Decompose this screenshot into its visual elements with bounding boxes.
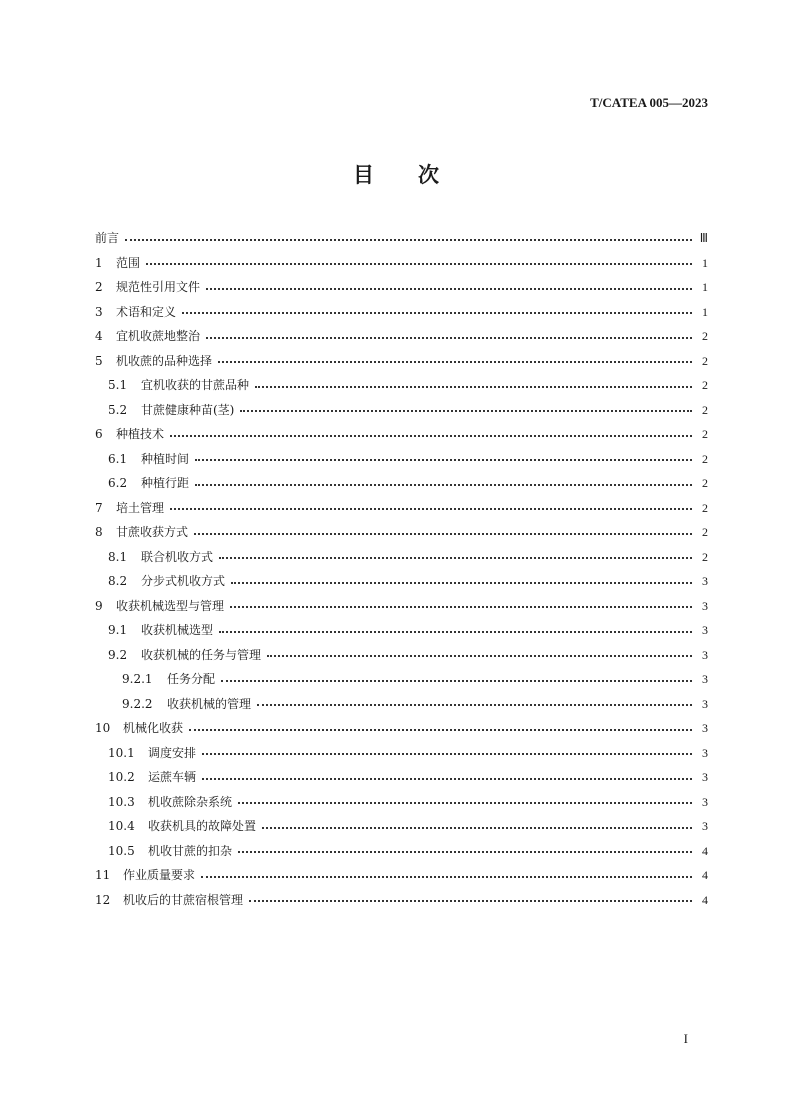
toc-entry-number: 6.1 xyxy=(108,451,128,466)
toc-entry-page: 3 xyxy=(702,745,708,760)
toc-leader-dots xyxy=(202,752,692,755)
toc-leader-dots xyxy=(170,434,692,437)
toc-entry-number: 10.3 xyxy=(108,794,135,809)
toc-leader-dots xyxy=(218,360,692,363)
toc-entry-page: 2 xyxy=(702,500,708,515)
toc-leader-dots xyxy=(219,556,692,559)
toc-entry-number: 6.2 xyxy=(108,476,128,491)
toc-entry-number: 1 xyxy=(95,255,103,270)
toc-entry[interactable] xyxy=(95,814,708,839)
toc-entry-number: 9.2.2 xyxy=(122,696,153,711)
toc-entry-number: 12 xyxy=(95,892,111,907)
toc-entry[interactable] xyxy=(95,839,708,864)
toc-entry[interactable] xyxy=(95,520,708,545)
toc-entry[interactable] xyxy=(95,643,708,668)
toc-entry-number: 9.2.1 xyxy=(122,672,153,687)
toc-leader-dots xyxy=(231,581,692,584)
toc-leader-dots xyxy=(255,385,692,388)
standard-code: T/CATEA 005—2023 xyxy=(590,95,708,110)
toc-entry-page: 2 xyxy=(702,378,708,393)
toc-entry-title: 收获机械选型与管理 xyxy=(116,598,225,613)
toc-leader-dots xyxy=(238,801,692,804)
toc-entry-title: 机收蔗的品种选择 xyxy=(116,353,213,368)
toc-entry-number: 8.2 xyxy=(108,574,128,589)
toc-entry-title: 甘蔗收获方式 xyxy=(116,525,189,540)
toc-entry-title: 收获机械的管理 xyxy=(167,696,252,711)
toc-entry-title: 机收甘蔗的扣杂 xyxy=(148,843,233,858)
toc-leader-dots xyxy=(257,703,692,706)
toc-entry-page: 4 xyxy=(702,843,708,858)
toc-entry[interactable] xyxy=(95,569,708,594)
toc-entry-number: 9.1 xyxy=(108,623,128,638)
toc-entry-title: 收获机具的故障处置 xyxy=(148,819,257,834)
toc-entry-page: 1 xyxy=(702,255,708,270)
toc-entry[interactable] xyxy=(95,251,708,276)
toc-leader-dots xyxy=(238,850,692,853)
toc-entry-title: 宜机收蔗地整治 xyxy=(116,329,201,344)
toc-entry-title: 作业质量要求 xyxy=(123,868,196,883)
toc-entry-page: 2 xyxy=(702,476,708,491)
toc-entry-page: 2 xyxy=(702,451,708,466)
toc-entry-number: 8.1 xyxy=(108,549,128,564)
toc-entry-title: 调度安排 xyxy=(148,745,197,760)
toc-entry-page: 3 xyxy=(702,721,708,736)
toc-entry-title: 机械化收获 xyxy=(123,721,184,736)
page-number: I xyxy=(683,1031,688,1046)
toc-entry-page: 3 xyxy=(702,647,708,662)
toc-entry[interactable] xyxy=(95,545,708,570)
toc-entry-title: 前言 xyxy=(95,231,120,246)
toc-entry[interactable] xyxy=(95,398,708,423)
toc-entry-page: 3 xyxy=(702,598,708,613)
toc-entry-title: 联合机收方式 xyxy=(141,549,214,564)
toc-entry[interactable] xyxy=(95,471,708,496)
toc-entry-title: 收获机械的任务与管理 xyxy=(141,647,262,662)
toc-leader-dots xyxy=(230,605,692,608)
toc-entry[interactable] xyxy=(95,447,708,472)
toc-entry-title: 培土管理 xyxy=(116,500,165,515)
toc-entry-page: 2 xyxy=(702,329,708,344)
toc-entry-page: 3 xyxy=(702,819,708,834)
toc-entry[interactable] xyxy=(95,741,708,766)
toc-entry-number: 6 xyxy=(95,427,103,442)
toc-entry[interactable] xyxy=(95,618,708,643)
toc-leader-dots xyxy=(189,728,692,731)
toc-entry-page: 4 xyxy=(702,868,708,883)
toc-entry-number: 5.1 xyxy=(108,378,128,393)
toc-entry-title: 机收蔗除杂系统 xyxy=(148,794,233,809)
toc-entry-title: 种植时间 xyxy=(141,451,190,466)
toc-entry-page: 3 xyxy=(702,794,708,809)
toc-entry[interactable] xyxy=(95,790,708,815)
toc-entry[interactable] xyxy=(95,594,708,619)
toc-entry-number: 4 xyxy=(95,329,103,344)
toc-entry-page: 1 xyxy=(702,304,708,319)
toc-entry[interactable] xyxy=(95,373,708,398)
toc-entry[interactable] xyxy=(95,349,708,374)
toc-entry-number: 8 xyxy=(95,525,103,540)
toc-leader-dots xyxy=(262,826,692,829)
toc-entry-page: 2 xyxy=(702,402,708,417)
toc-leader-dots xyxy=(194,532,692,535)
toc-leader-dots xyxy=(206,336,692,339)
toc-entry-number: 10.2 xyxy=(108,770,135,785)
toc-entry[interactable] xyxy=(95,667,708,692)
toc-entry[interactable] xyxy=(95,275,708,300)
toc-leader-dots xyxy=(146,262,692,265)
toc-entry-page: Ⅲ xyxy=(699,231,708,246)
toc-entry-page: 2 xyxy=(702,427,708,442)
toc-leader-dots xyxy=(240,409,692,412)
toc-entry[interactable] xyxy=(95,765,708,790)
toc-entry-number: 10.4 xyxy=(108,819,135,834)
toc-entry-page: 2 xyxy=(702,353,708,368)
toc-entry-number: 9 xyxy=(95,598,103,613)
toc-leader-dots xyxy=(201,875,692,878)
toc-entry-page: 3 xyxy=(702,574,708,589)
toc-entry-number: 10.5 xyxy=(108,843,135,858)
toc-leader-dots xyxy=(182,311,692,314)
toc-entry-title: 收获机械选型 xyxy=(141,623,214,638)
toc-entry-page: 2 xyxy=(702,525,708,540)
toc-entry[interactable] xyxy=(95,888,708,913)
toc-leader-dots xyxy=(202,777,692,780)
toc-entry-number: 11 xyxy=(95,868,111,883)
toc-entry-page: 3 xyxy=(702,696,708,711)
toc-entry-page: 2 xyxy=(702,549,708,564)
toc-entry-title: 任务分配 xyxy=(167,672,216,687)
toc-leader-dots xyxy=(206,287,692,290)
toc-entry-page: 1 xyxy=(702,280,708,295)
toc-entry-title: 甘蔗健康种苗(茎) xyxy=(141,402,235,417)
toc-entry-title: 分步式机收方式 xyxy=(141,574,226,589)
toc-leader-dots xyxy=(170,507,692,510)
page-title: 目次 xyxy=(353,163,483,187)
toc-entry-title: 宜机收获的甘蔗品种 xyxy=(141,378,250,393)
toc-leader-dots xyxy=(267,654,692,657)
toc-entry-page: 3 xyxy=(702,623,708,638)
toc-leader-dots xyxy=(195,458,692,461)
toc-entry-title: 范围 xyxy=(116,255,141,270)
toc-leader-dots xyxy=(195,483,692,486)
table-of-contents xyxy=(95,226,708,912)
toc-entry-number: 7 xyxy=(95,500,103,515)
toc-entry[interactable] xyxy=(95,863,708,888)
toc-entry-title: 种植技术 xyxy=(116,427,165,442)
toc-entry-number: 2 xyxy=(95,280,103,295)
toc-leader-dots xyxy=(249,899,692,902)
toc-entry-page: 3 xyxy=(702,672,708,687)
toc-entry-title: 种植行距 xyxy=(141,476,190,491)
toc-entry[interactable] xyxy=(95,716,708,741)
toc-entry-number: 10.1 xyxy=(108,745,135,760)
toc-entry[interactable] xyxy=(95,324,708,349)
toc-entry-page: 3 xyxy=(702,770,708,785)
toc-entry-title: 机收后的甘蔗宿根管理 xyxy=(123,892,244,907)
toc-entry[interactable] xyxy=(95,300,708,325)
toc-entry-number: 10 xyxy=(95,721,111,736)
toc-entry-number: 3 xyxy=(95,304,103,319)
toc-leader-dots xyxy=(219,630,692,633)
toc-entry-page: 4 xyxy=(702,892,708,907)
toc-entry[interactable] xyxy=(95,496,708,521)
toc-leader-dots xyxy=(221,679,692,682)
toc-entry-title: 规范性引用文件 xyxy=(116,280,201,295)
toc-entry[interactable] xyxy=(95,422,708,447)
toc-entry-title: 术语和定义 xyxy=(116,304,177,319)
toc-entry-number: 5.2 xyxy=(108,402,128,417)
toc-entry-title: 运蔗车辆 xyxy=(148,770,197,785)
toc-entry[interactable] xyxy=(95,692,708,717)
toc-leader-dots xyxy=(125,238,692,241)
toc-entry[interactable] xyxy=(95,226,708,251)
toc-entry-number: 5 xyxy=(95,353,103,368)
toc-entry-number: 9.2 xyxy=(108,647,128,662)
